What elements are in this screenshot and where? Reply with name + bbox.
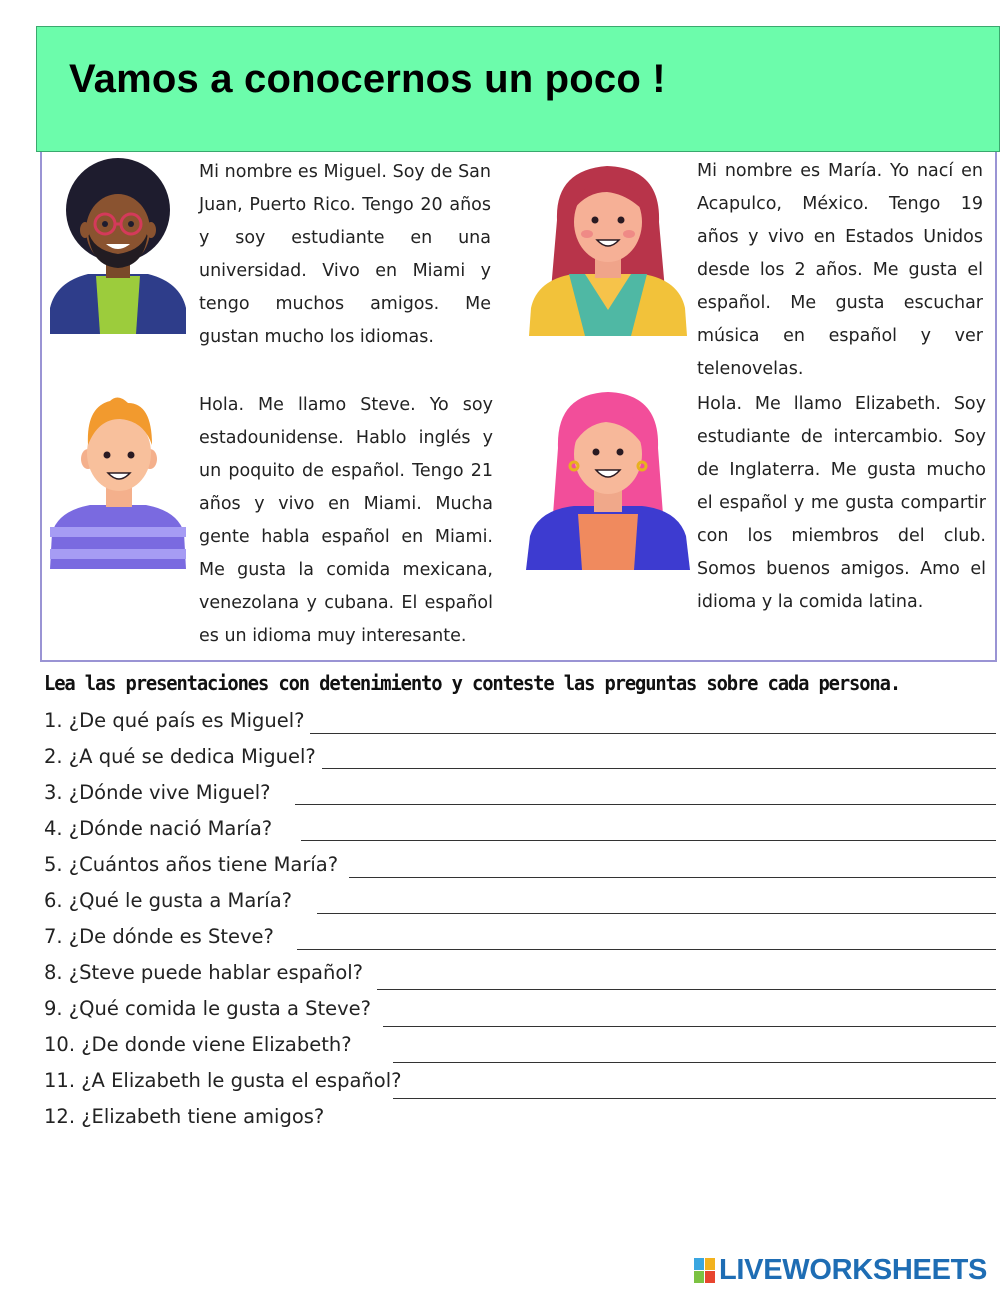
question-1: 1. ¿De qué país es Miguel? [44,709,305,732]
answer-line-3[interactable] [295,804,996,805]
question-8: 8. ¿Steve puede hablar español? [44,961,364,984]
answer-line-10[interactable] [393,1062,996,1063]
title-banner [36,26,1000,152]
miguel-bio: Mi nombre es Miguel. Soy de San Juan, Puerto Rico. Tengo 20 años y soy estudiante en una universidad. Vivo en Miami y tengo muchos amigos. Me gustan mucho los idiomas. [199,162,491,347]
elizabeth-avatar [524,388,692,570]
logo-text: LIVEWORKSHEETS [719,1254,988,1286]
answer-line-8[interactable] [377,989,996,990]
maria-bio: Mi nombre es María. Yo nací en Acapulco, México. Tengo 19 años y vivo en Estados Unidos desde los 2 años. Me gusta el español. Me gusta escuchar música en español y ver telenovelas. [697,161,983,379]
question-2: 2. ¿A qué se dedica Miguel? [44,745,316,768]
question-11: 11. ¿A Elizabeth le gusta el español? [44,1069,402,1092]
question-5: 5. ¿Cuántos años tiene María? [44,853,339,876]
steve-avatar [48,393,188,569]
question-9: 9. ¿Qué comida le gusta a Steve? [44,997,372,1020]
maria-avatar [527,160,689,336]
liveworksheets-logo [694,1254,987,1287]
answer-line-5[interactable] [349,877,996,878]
answer-line-11[interactable] [393,1098,996,1099]
miguel-avatar [48,158,188,334]
elizabeth-bio: Hola. Me llamo Elizabeth. Soy estudiante de intercambio. Soy de Inglaterra. Me gusta mucho el español y me gusta compartir con los miembros del club. Somos buenos amigos. Amo el idioma y la comida latina. [697,394,986,612]
question-7: 7. ¿De dónde es Steve? [44,925,274,948]
answer-line-9[interactable] [383,1026,996,1027]
answer-line-4[interactable] [301,840,996,841]
answer-line-6[interactable] [317,913,996,914]
question-3: 3. ¿Dónde vive Miguel? [44,781,271,804]
question-6: 6. ¿Qué le gusta a María? [44,889,293,912]
question-12: 12. ¿Elizabeth tiene amigos? [44,1105,325,1128]
instructions: Lea las presentaciones con detenimiento y conteste las preguntas sobre cada persona. [44,671,901,695]
logo-mark-icon [694,1258,716,1284]
question-4: 4. ¿Dónde nació María? [44,817,273,840]
answer-line-1[interactable] [310,733,996,734]
steve-bio: Hola. Me llamo Steve. Yo soy estadounidense. Hablo inglés y un poquito de español. Tengo 21 años y vivo en Miami. Mucha gente habla español en Miami. Me gusta la comida mexicana, venezolana y cubana. El español es un idioma muy interesante. [199,395,493,646]
page-title: Vamos a conocernos un poco ! [69,57,666,101]
question-10: 10. ¿De donde viene Elizabeth? [44,1033,352,1056]
answer-line-7[interactable] [297,949,996,950]
answer-line-2[interactable] [322,768,996,769]
